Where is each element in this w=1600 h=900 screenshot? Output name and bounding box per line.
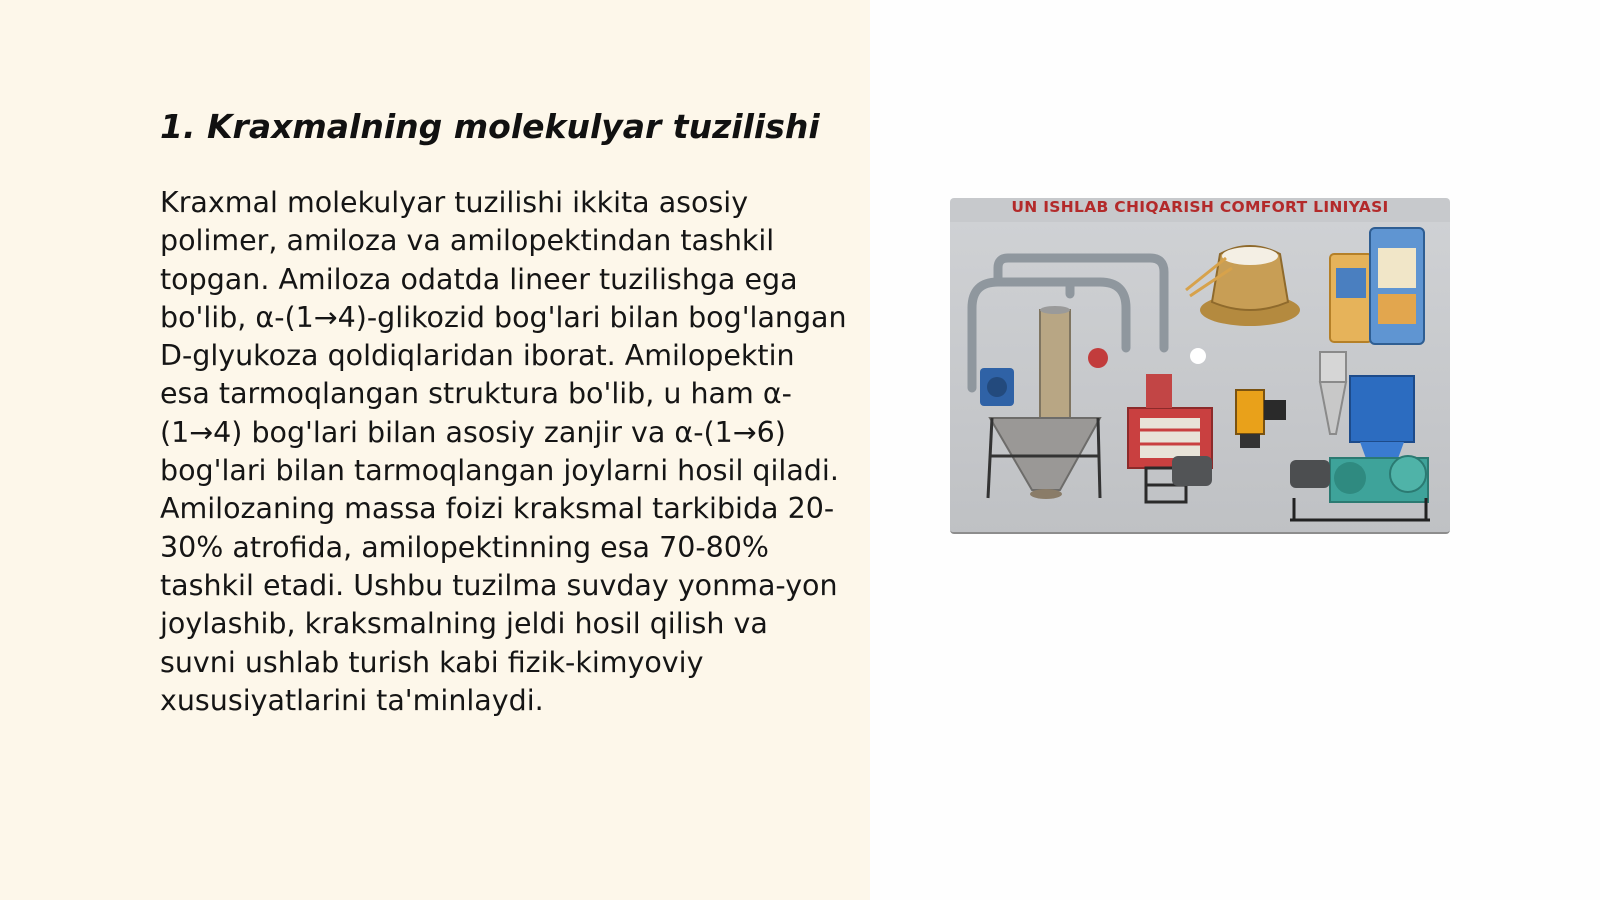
photo-caption: UN ISHLAB CHIQARISH COMFORT LINIYASI xyxy=(1011,198,1389,216)
slide-title: 1. Kraxmalning molekulyar tuzilishi xyxy=(160,107,820,146)
mill-equipment-illustration xyxy=(950,198,1450,534)
slide-paragraph: Kraxmal molekulyar tuzilishi ikkita asosiy polimer, amiloza va amilopektindan tashkil topgan. Amiloza odatda lineer tuzilishga ega bo'lib, α-(1→4)-glikozid bog'lari bilan bog'langan D-glyukoza qoldiqlaridan iborat. Amilopektin esa tarmoqlangan struktura bo'lib, u ham α-(1→4) bog'lari bilan asosiy zanjir va α-(1→6) bog'lari bilan tarmoqlangan joylarni hosil qiladi. Amilozaning massa foizi kraksmal tarkibida 20-30% atrofida, amilopektinning esa 70-80% tashkil etadi. Ushbu tuzilma suvday yonma-yon joylashib, kraksmalning jeldi hosil qilish va suvni ushlab turish kabi fizik-kimyoviy xususiyatlarini ta'minlaydi. xyxy=(160,186,847,717)
silo-cylinder xyxy=(1040,310,1070,420)
white-dot xyxy=(1190,348,1206,364)
flour-mill-photo xyxy=(950,198,1450,534)
